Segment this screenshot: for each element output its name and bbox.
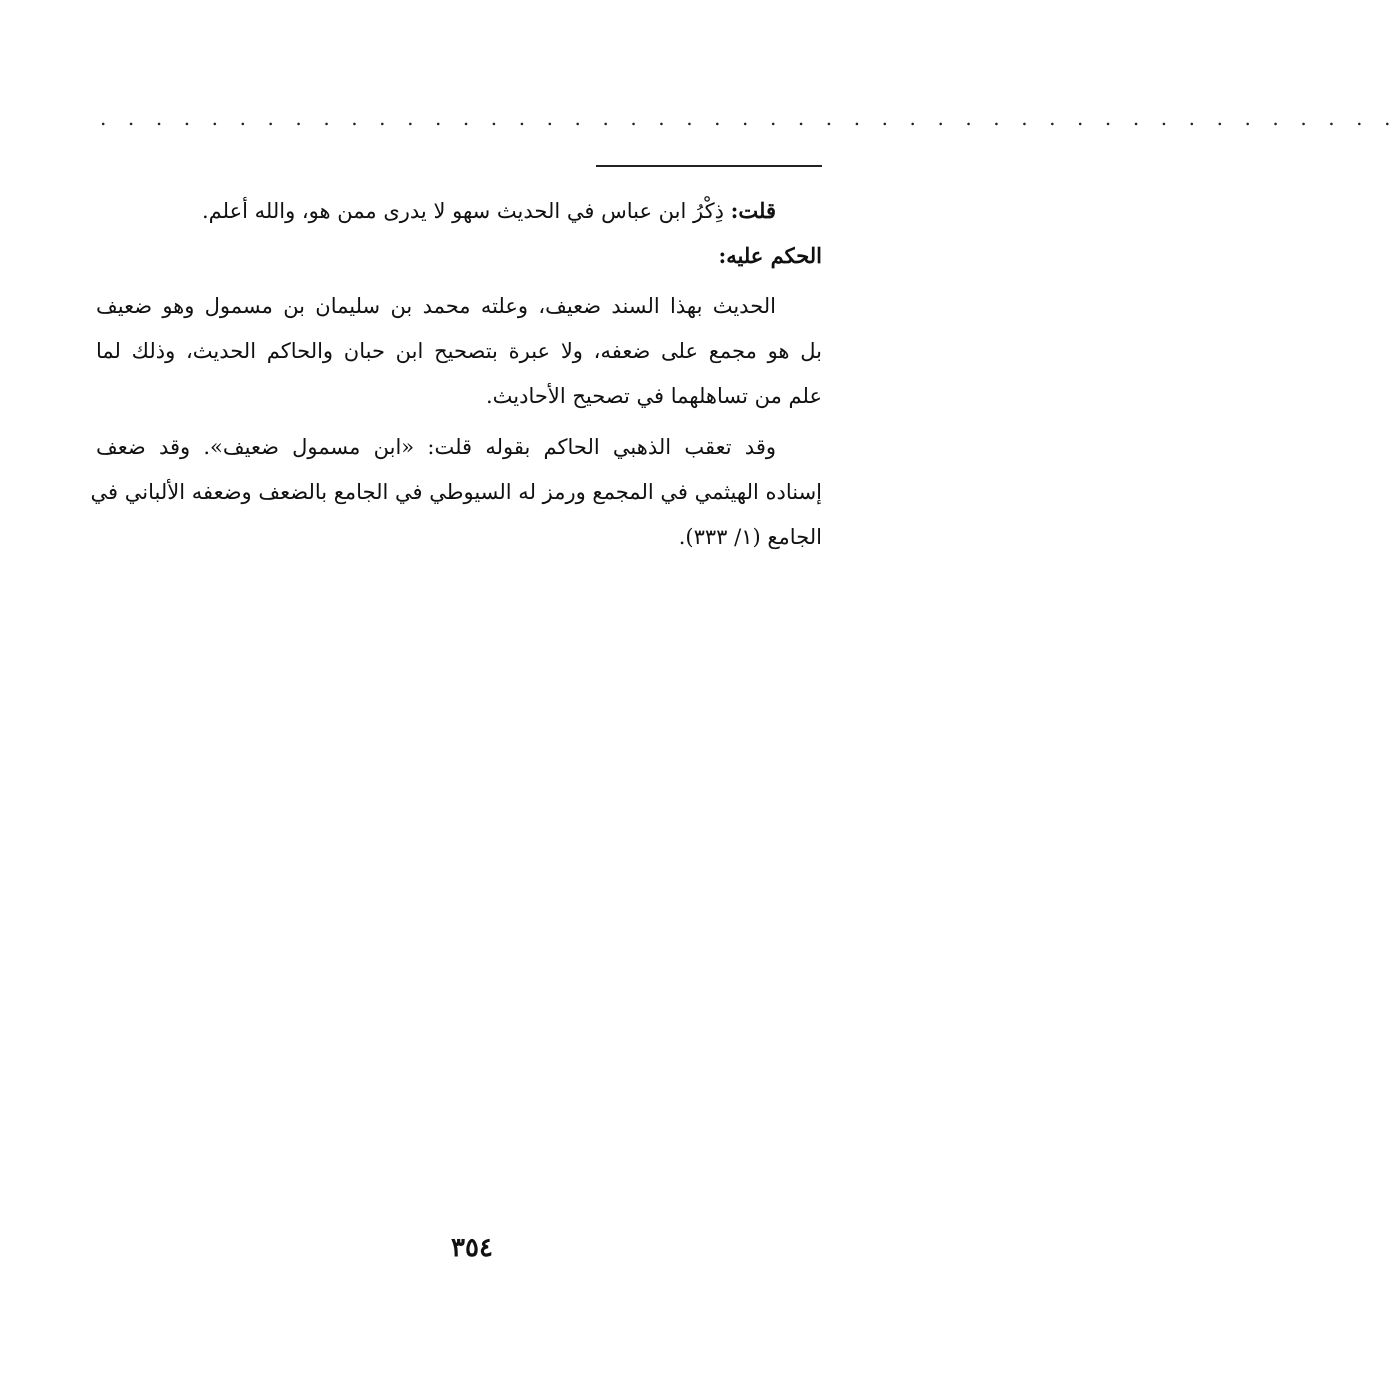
ruling-para2-line3: الجامع (١/ ٣٣٣). [678, 525, 822, 549]
note-text: ذِكْرُ ابن عباس في الحديث سهو لا يدرى ممن هو، والله أعلم. [202, 199, 724, 223]
dotted-separator: . . . . . . . . . . . . . . . . . . . . . . . . . . . . . . . . . . . . . . . . . . . . . . . [100, 106, 1398, 130]
page-number: ٣٥٤ [451, 1233, 493, 1263]
note-line [96, 188, 822, 233]
footnote-content [90, 188, 822, 560]
ruling-para1-line1: الحديث بهذا السند ضعيف، وعلته محمد بن سليمان بن مسمول وهو ضعيف [96, 294, 776, 318]
ruling-para1-line2: بل هو مجمع على ضعفه، ولا عبرة بتصحيح ابن حبان والحاكم الحديث، وذلك لما [96, 339, 822, 363]
footnote-rule [596, 165, 822, 167]
ruling-para1-line3: علم من تساهلهما في تصحيح الأحاديث. [485, 384, 822, 408]
ruling-para2-line1: وقد تعقب الذهبي الحاكم بقوله قلت: «ابن مسمول ضعيف». وقد ضعف [96, 435, 776, 459]
ruling-heading: الحكم عليه: [718, 243, 822, 268]
note-label: قلت: [730, 198, 776, 223]
ruling-para2-line2: إسناده الهيثمي في المجمع ورمز له السيوطي في الجامع بالضعف وضعفه الألباني في [90, 480, 822, 504]
